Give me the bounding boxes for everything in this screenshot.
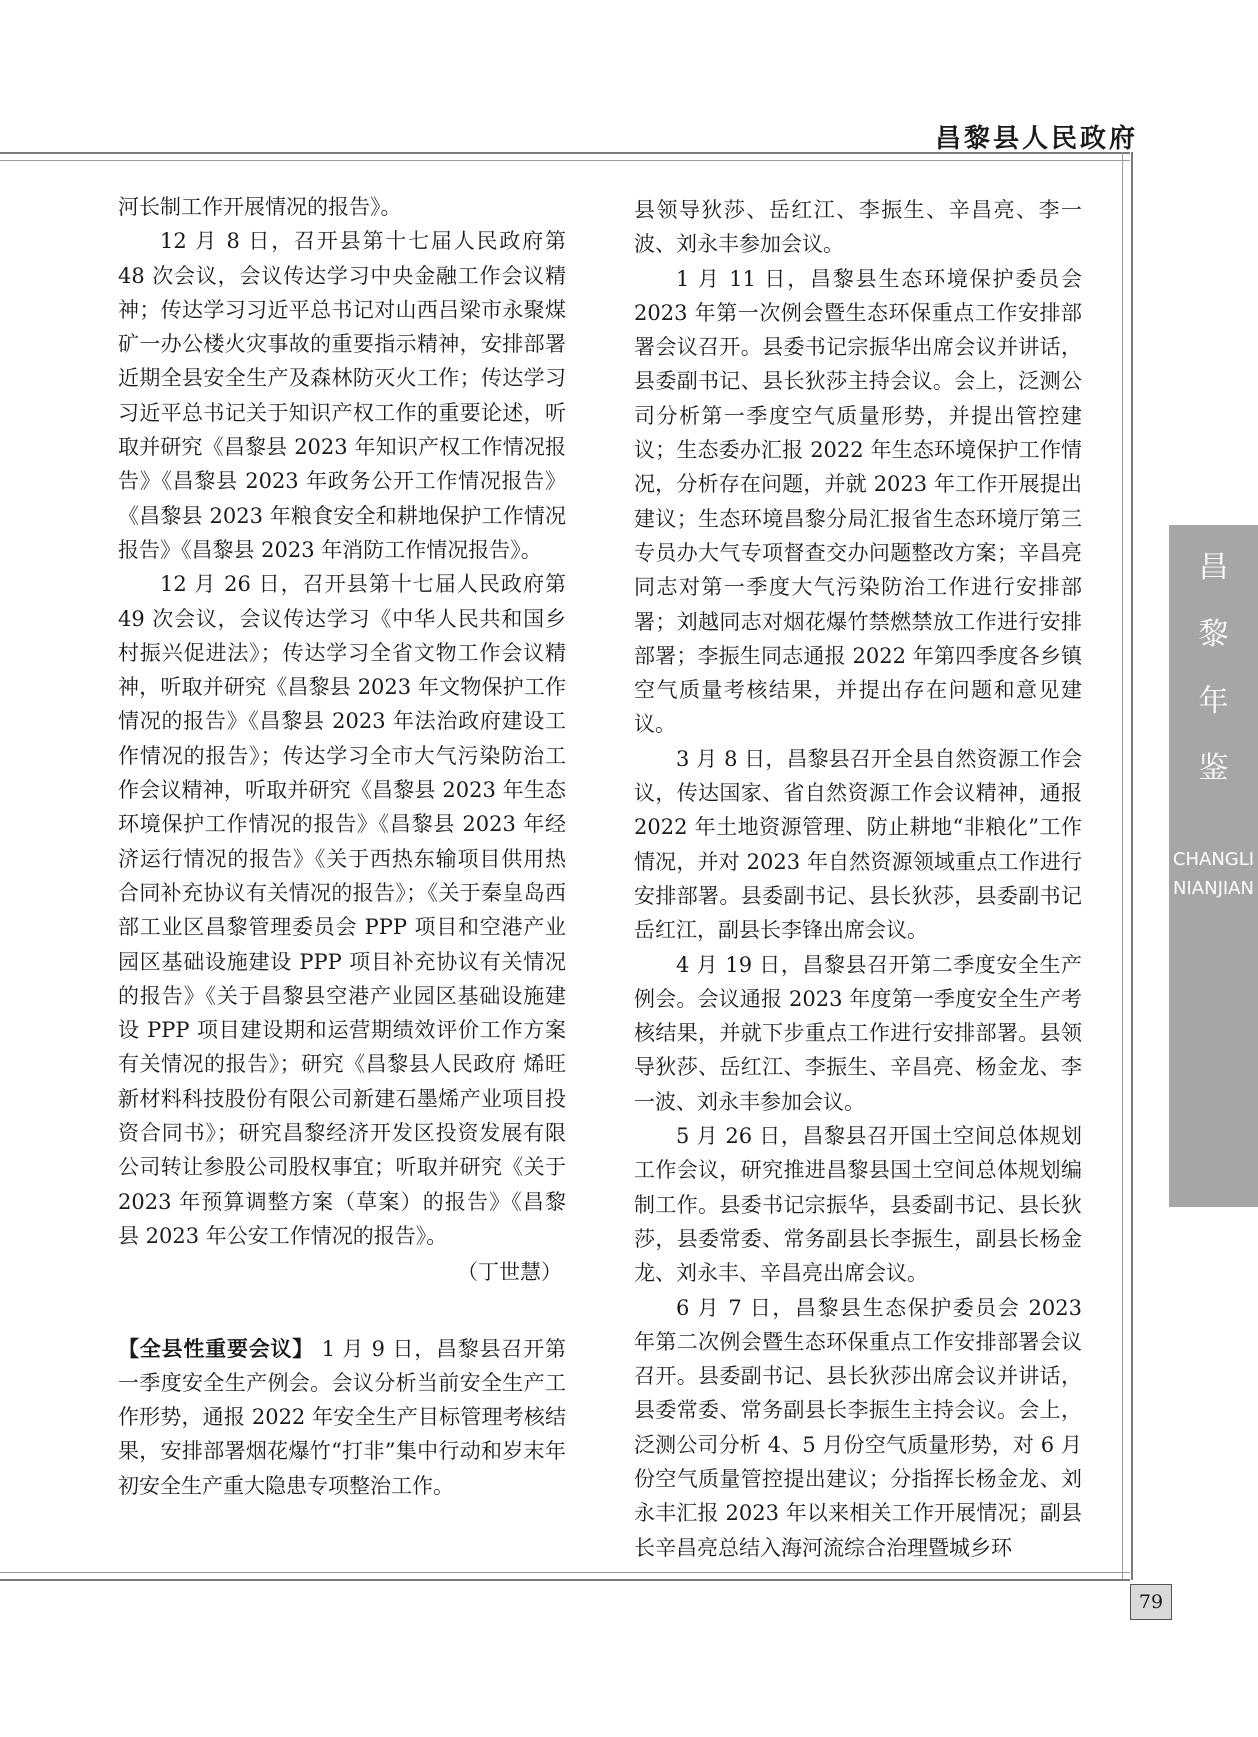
frame-top-rule [0, 152, 1130, 161]
side-tab-char-2: 黎 [1198, 617, 1229, 652]
right-paragraph-4: 4 月 19 日，昌黎县召开第二季度安全生产例会。会议通报 2023 年度第一季度安全生产考核结果，并就下步重点工作进行安排部署。县领导狄莎、岳红江、李振生、辛昌亮、杨金龙、李一波、刘永丰参加会议。 [634, 952, 1082, 1114]
right-paragraph-1: 县领导狄莎、岳红江、李振生、辛昌亮、李一波、刘永丰参加会议。 [634, 198, 1082, 257]
section-heading: 【全县性重要会议】 [118, 1335, 315, 1361]
side-tab-english: CHANGLINIANJIAN [1172, 849, 1255, 899]
left-column [118, 190, 566, 1503]
right-paragraph-3: 3 月 8 日，昌黎县召开全县自然资源工作会议，传达国家、省自然资源工作会议精神，通报 2022 年土地资源管理、防止耕地“非粮化”工作情况，并对 2023 年自然资源领域重点工作进行安排部署。县委副书记、县长狄莎，县委副书记岳红江，副县长李锋出席会议。 [634, 746, 1082, 943]
right-column [634, 193, 1082, 1565]
page-number: 79 [1130, 1584, 1172, 1620]
left-paragraph-3: 12 月 26 日，召开县第十七届人民政府第 49 次会议，会议传达学习《中华人民共和国乡村振兴促进法》；传达学习全省文物工作会议精神，听取并研究《昌黎县 2023 年文物保护工作情况的报告》《昌黎县 2023 年法治政府建设工作情况的报告》；传达学习全市大气污染防治工作会议精神，听取并研究《昌黎县 2023 年生态环境保护工作情况的报告》《昌黎县 2023 年经济运行情况的报告》《关于西热东输项目供用热合同补充协议有关情况的报告》；《关于秦皇岛西部工业区昌黎管理委员会 PPP 项目和空港产业园区基础设施建设 PPP 项目补充协议有关情况的报告》《关于昌黎县空港产业园区基础设施建设 PPP 项目建设期和运营期绩效评价工作方案有关情况的报告》；研究《昌黎县人民政府 烯旺新材料科技股份有限公司新建石墨烯产业项目投资合同书》；研究昌黎经济开发区投资发展有限公司转让参股公司股权事宜；听取并研究《关于 2023 年预算调整方案（草案）的报告》《昌黎县 2023 年公安工作情况的报告》。 [118, 572, 566, 1248]
right-paragraph-5: 5 月 26 日，昌黎县召开国土空间总体规划工作会议，研究推进昌黎县国土空间总体规划编制工作。县委书记宗振华，县委副书记、县长狄莎，县委常委、常务副县长李振生，副县长杨金龙、刘永丰、辛昌亮出席会议。 [634, 1124, 1082, 1286]
side-tab-char-4: 鉴 [1198, 751, 1229, 786]
right-paragraph-6: 6 月 7 日，昌黎县生态保护委员会 2023 年第二次例会暨生态环保重点工作安排部署会议召开。县委副书记、县长狄莎出席会议并讲话，县委常委、常务副县长李振生主持会议。会上，泛测公司分析 4、5 月份空气质量形势，对 6 月份空气质量管控提出建议；分指挥长杨金龙、刘永丰汇报 2023 年以来相关工作开展情况；副县长辛昌亮总结入海河流综合治理暨城乡环 [634, 1295, 1082, 1560]
section-text: 1 月 9 日，昌黎县召开第一季度安全生产例会。会议分析当前安全生产工作形势，通报 2022 年安全生产目标管理考核结果，安排部署烟花爆竹“打非”集中行动和岁末年初安全生产重大隐患专项整治工作。 [118, 1336, 567, 1498]
left-paragraph-1: 河长制工作开展情况的报告》。 [118, 195, 402, 219]
side-tab [1169, 525, 1258, 1207]
left-paragraph-2: 12 月 8 日，召开县第十七届人民政府第 48 次会议，会议传达学习中央金融工作会议精神；传达学习习近平总书记对山西吕梁市永聚煤矿一办公楼火灾事故的重要指示精神，安排部署近期全县安全生产及森林防灭火工作；传达学习习近平总书记关于知识产权工作的重要论述，听取并研究《昌黎县 2023 年知识产权工作情况报告》《昌黎县 2023 年政务公开工作情况报告》《昌黎县 2023 年粮食安全和耕地保护工作情况报告》《昌黎县 2023 年消防工作情况报告》。 [118, 229, 566, 562]
side-tab-char-1: 昌 [1198, 550, 1229, 585]
frame-bottom-rule [0, 1572, 1130, 1581]
author-signature: （丁世慧） [457, 1260, 562, 1285]
side-tab-char-3: 年 [1198, 684, 1229, 719]
right-paragraph-2: 1 月 11 日，昌黎县生态环境保护委员会 2023 年第一次例会暨生态环保重点工作安排部署会议召开。县委书记宗振华出席会议并讲话，县委副书记、县长狄莎主持会议。会上，泛测公司分析第一季度空气质量形势，并提出管控建议；生态委办汇报 2022 年生态环境保护工作情况，分析存在问题，并就 2023 年工作开展提出建议；生态环境昌黎分局汇报省生态环境厅第三专员办大气专项督查交办问题整改方案；辛昌亮同志对第一季度大气污染防治工作进行安排部署；刘越同志对烟花爆竹禁燃禁放工作进行安排部署；李振生同志通报 2022 年第四季度各乡镇空气质量考核结果，并提出存在问题和意见建议。 [634, 266, 1082, 737]
running-header: 昌黎县人民政府 [934, 124, 1138, 154]
frame-right-rule [1122, 152, 1133, 1580]
section-paragraph [118, 1332, 566, 1503]
